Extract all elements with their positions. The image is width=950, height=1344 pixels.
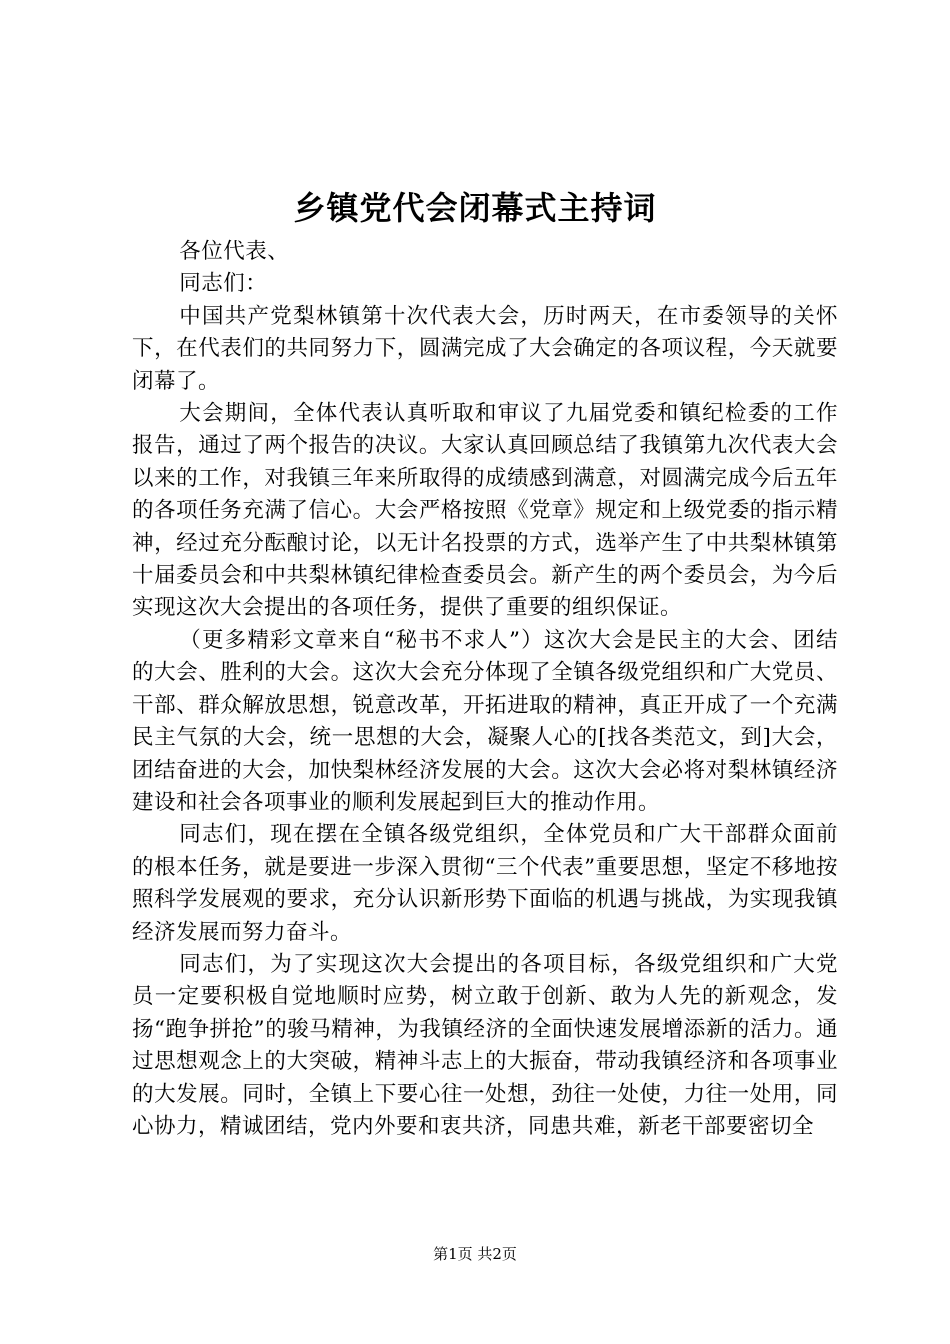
salutation-line: 同志们： [179, 271, 268, 297]
paragraph: 同志们，现在摆在全镇各级党组织，全体党员和广大干部群众面前的根本任务，就是要进一步深入贯彻“三个代表”重要思想，坚定不移地按照科学发展观的要求，充分认识新形势下面临的机遇与挑战，为实现我镇经济发展而努力奋斗。 [132, 822, 838, 945]
paragraph: 大会期间，全体代表认真听取和审议了九届党委和镇纪检委的工作报告，通过了两个报告的决议。大家认真回顾总结了我镇第九次代表大会以来的工作，对我镇三年来所取得的成绩感到满意，对圆满完成今后五年的各项任务充满了信心。大会严格按照《党章》规定和上级党委的指示精神，经过充分酝酿讨论，以无计名投票的方式，选举产生了中共梨林镇第十届委员会和中共梨林镇纪律检查委员会。新产生的两个委员会，为今后实现这次大会提出的各项任务，提供了重要的组织保证。 [132, 401, 838, 621]
document-title: 乡镇党代会闭幕式主持词 [293, 189, 657, 227]
paragraph: 中国共产党梨林镇第十次代表大会，历时两天，在市委领导的关怀下，在代表们的共同努力下，圆满完成了大会确定的各项议程，今天就要闭幕了。 [132, 303, 838, 394]
paragraph: 同志们，为了实现这次大会提出的各项目标，各级党组织和广大党员一定要积极自觉地顺时应势，树立敢于创新、敢为人先的新观念，发扬“跑争拼抢”的骏马精神，为我镇经济的全面快速发展增添新的活力。通过思想观念上的大突破，精神斗志上的大振奋，带动我镇经济和各项事业的大发展。同时，全镇上下要心往一处想，劲往一处使，力往一处用，同心协力，精诚团结，党内外要和衷共济，同患共难，新老干部要密切全 [132, 951, 838, 1139]
document-body [132, 236, 838, 1143]
salutation-line: 各位代表、 [179, 239, 290, 264]
paragraph: （更多精彩文章来自“秘书不求人”）这次大会是民主的大会、团结的大会、胜利的大会。这次大会充分体现了全镇各级党组织和广大党员、干部、群众解放思想，锐意改革，开拓进取的精神，真正开成了一个充满民主气氛的大会，统一思想的大会，凝聚人心的[找各类范文，到]大会，团结奋进的大会，加快梨林经济发展的大会。这次大会必将对梨林镇经济建设和社会各项事业的顺利发展起到巨大的推动作用。 [132, 627, 838, 815]
page-number-footer: 第1页 共2页 [433, 1245, 517, 1263]
